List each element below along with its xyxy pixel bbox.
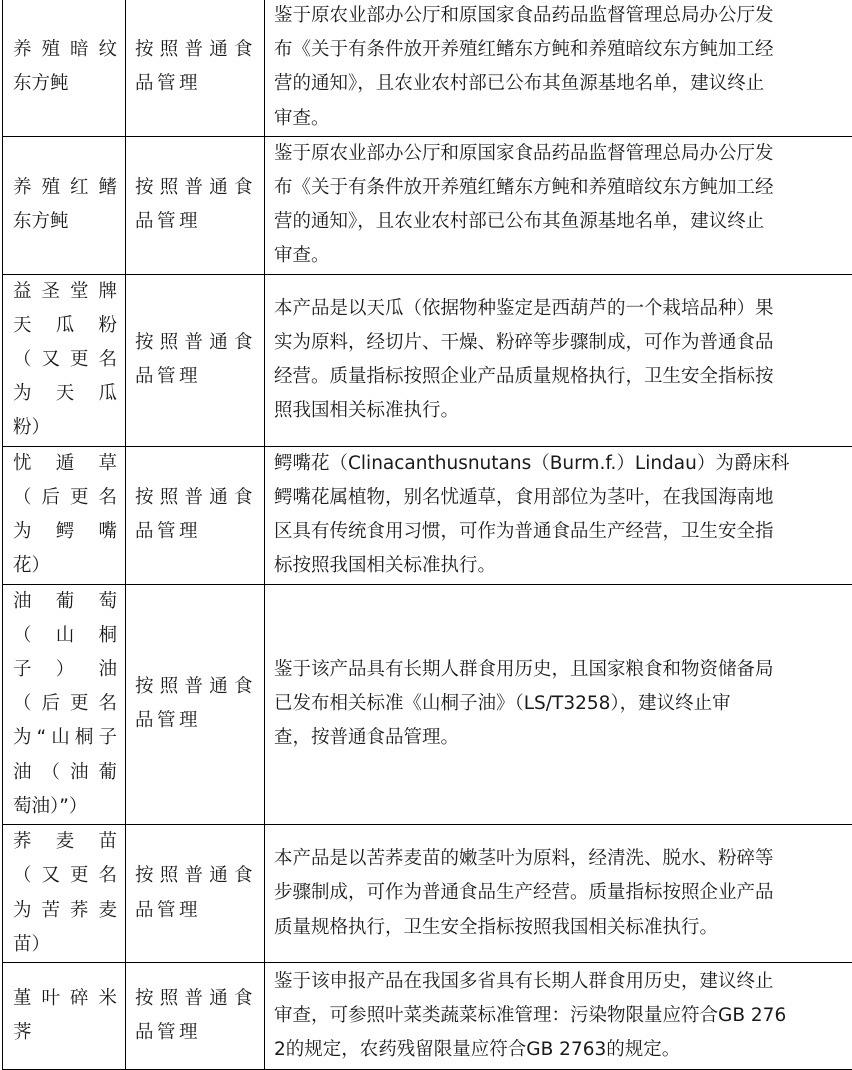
category-cell: [126, 136, 265, 274]
category-cell-line: 按照普通食: [135, 670, 256, 704]
description-cell-line: 布《关于有条件放开养殖红鳍东方鲀和养殖暗纹东方鲀加工经: [274, 33, 845, 67]
description-cell-line: 查，按普通食品管理。: [274, 721, 845, 755]
product-name-cell: [3, 274, 126, 446]
product-name-cell-line: （后更名: [13, 481, 117, 515]
category-cell-line: 按照普通食: [135, 33, 256, 67]
product-name-cell-line: （后更名: [13, 687, 117, 721]
category-cell-line: 按照普通食: [135, 982, 256, 1016]
category-cell-line: 品管理: [135, 360, 256, 394]
product-name-cell-line: 粉）: [13, 411, 117, 445]
description-cell-line: 鉴于原农业部办公厅和原国家食品药品监督管理总局办公厅发: [274, 137, 845, 171]
category-cell-line: 品管理: [135, 894, 256, 928]
description-cell-line: 质量规格执行，卫生安全指标按照我国相关标准执行。: [274, 911, 845, 945]
product-name-cell-line: 东方鲀: [13, 205, 117, 239]
product-name-cell-line: （又更名: [13, 859, 117, 893]
product-name-cell-line: 东方鲀: [13, 67, 117, 101]
description-cell-line: 审查。: [274, 102, 845, 136]
product-name-cell-line: 荠: [13, 1016, 117, 1050]
description-cell-line: 营的通知》，且农业农村部已公布其鱼源基地名单，建议终止: [274, 205, 845, 239]
product-name-cell-line: 荞麦苗: [13, 825, 117, 859]
description-cell-line: 营的通知》，且农业农村部已公布其鱼源基地名单，建议终止: [274, 67, 845, 101]
product-name-cell-line: 油葡萄: [13, 585, 117, 619]
category-cell-line: 品管理: [135, 1016, 256, 1050]
product-name-cell-line: 为天瓜: [13, 377, 117, 411]
category-cell: [126, 0, 265, 136]
description-cell: [265, 963, 852, 1070]
description-cell: [265, 825, 852, 963]
product-name-cell-line: 苗）: [13, 928, 117, 962]
description-cell: [265, 0, 852, 136]
category-cell: [126, 446, 265, 584]
description-cell-line: 鳄嘴花属植物，别名忧遁草，食用部位为茎叶，在我国海南地: [274, 481, 845, 515]
description-cell-line: 照我国相关标准执行。: [274, 394, 845, 428]
category-cell-line: 按照普通食: [135, 481, 256, 515]
product-name-cell-line: 益圣堂牌: [13, 275, 117, 309]
description-cell: [265, 136, 852, 274]
category-cell-line: 品管理: [135, 515, 256, 549]
description-cell-line: 步骤制成，可作为普通食品生产经营。质量指标按照企业产品: [274, 876, 845, 910]
table-row: [3, 446, 852, 584]
product-name-cell-line: 为苦荞麦: [13, 894, 117, 928]
product-name-cell: [3, 825, 126, 963]
category-cell-line: 品管理: [135, 67, 256, 101]
category-cell: [126, 963, 265, 1070]
product-name-cell-line: 为“山桐子: [13, 721, 117, 755]
description-cell-line: 本产品是以苦荞麦苗的嫩茎叶为原料，经清洗、脱水、粉碎等: [274, 842, 845, 876]
description-cell-line: 审查。: [274, 239, 845, 273]
product-name-cell: [3, 963, 126, 1070]
product-name-cell-line: 养殖暗纹: [13, 33, 117, 67]
description-cell: [265, 446, 852, 584]
description-cell-line: 鉴于原农业部办公厅和原国家食品药品监督管理总局办公厅发: [274, 0, 845, 33]
product-name-cell: [3, 136, 126, 274]
description-cell: [265, 274, 852, 446]
description-cell-line: 实为原料，经切片、干燥、粉碎等步骤制成，可作为普通食品: [274, 326, 845, 360]
product-name-cell-line: 忧遁草: [13, 447, 117, 481]
product-name-cell-line: 为鳄嘴: [13, 515, 117, 549]
category-cell: [126, 274, 265, 446]
product-name-cell-line: 子）油: [13, 653, 117, 687]
description-cell-line: 经营。质量指标按照企业产品质量规格执行，卫生安全指标按: [274, 360, 845, 394]
description-cell-line: 标按照我国相关标准执行。: [274, 549, 845, 583]
category-cell: [126, 825, 265, 963]
description-cell-line: 区具有传统食用习惯，可作为普通食品生产经营，卫生安全指: [274, 515, 845, 549]
description-cell-line: 已发布相关标准《山桐子油》（LS/T3258），建议终止审: [274, 687, 845, 721]
product-name-cell-line: 天瓜粉: [13, 309, 117, 343]
table-row: [3, 584, 852, 824]
category-cell-line: 按照普通食: [135, 171, 256, 205]
table-body: [3, 0, 852, 1070]
product-name-cell-line: （又更名: [13, 343, 117, 377]
description-cell-line: 布《关于有条件放开养殖红鳍东方鲀和养殖暗纹东方鲀加工经: [274, 171, 845, 205]
table-row: [3, 825, 852, 963]
description-cell-line: 鳄嘴花（Clinacanthusnutans（Burm.f.）Lindau）为爵床科: [274, 447, 845, 481]
category-cell-line: 按照普通食: [135, 859, 256, 893]
table-row: [3, 274, 852, 446]
product-name-cell-line: 油（油葡: [13, 756, 117, 790]
product-name-cell: [3, 446, 126, 584]
table-row: [3, 963, 852, 1070]
description-cell-line: 审查，可参照叶菜类蔬菜标准管理：污染物限量应符合GB 276: [274, 999, 845, 1033]
category-cell-line: 品管理: [135, 205, 256, 239]
description-cell-line: 鉴于该申报产品在我国多省具有长期人群食用历史，建议终止: [274, 965, 845, 999]
food-review-table: [2, 0, 852, 1070]
description-cell-line: 2的规定，农药残留限量应符合GB 2763的规定。: [274, 1033, 845, 1067]
category-cell-line: 品管理: [135, 704, 256, 738]
product-name-cell-line: 养殖红鳍: [13, 171, 117, 205]
product-name-cell-line: 萄油）”）: [13, 790, 117, 824]
description-cell: [265, 584, 852, 824]
product-name-cell: [3, 584, 126, 824]
table-row: [3, 136, 852, 274]
category-cell-line: 按照普通食: [135, 326, 256, 360]
table-row: [3, 0, 852, 136]
product-name-cell: [3, 0, 126, 136]
description-cell-line: 鉴于该产品具有长期人群食用历史，且国家粮食和物资储备局: [274, 653, 845, 687]
product-name-cell-line: （山桐: [13, 619, 117, 653]
product-name-cell-line: 花）: [13, 549, 117, 583]
product-name-cell-line: 堇叶碎米: [13, 982, 117, 1016]
category-cell: [126, 584, 265, 824]
description-cell-line: 本产品是以天瓜（依据物种鉴定是西葫芦的一个栽培品种）果: [274, 292, 845, 326]
